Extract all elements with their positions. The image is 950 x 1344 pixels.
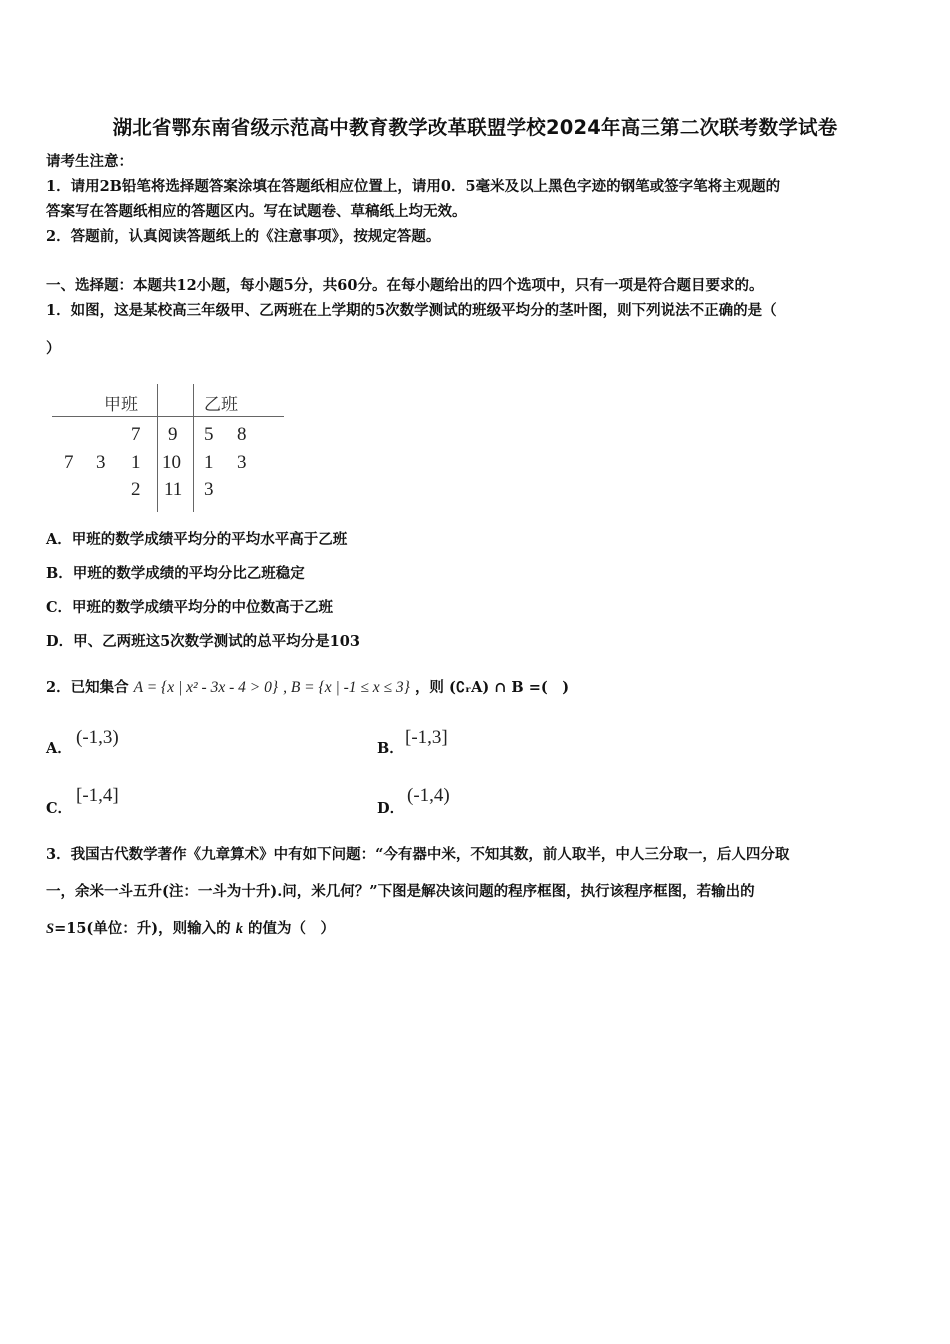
stem-value: 10: [162, 452, 181, 473]
header-divider: [52, 416, 284, 417]
question-3-text-b: 的值为（ ）: [248, 920, 336, 937]
question-3-line-2: 一，余米一斗五升(注：一斗为十升).问，米几何？”下图是解决该问题的程序框图，执行该程序框图，若输出的: [46, 883, 755, 900]
notice-item-1-line-1: 1．请用2B铅笔将选择题答案涂填在答题纸相应位置上，请用0．5毫米及以上黑色字迹的钢笔或签字笔将主观题的: [46, 178, 781, 195]
leaf-right: 3: [204, 479, 214, 500]
stem-value: 9: [168, 424, 178, 445]
variable-s: S: [46, 921, 55, 937]
leaf-right: 3: [237, 452, 247, 473]
right-divider: [193, 384, 194, 512]
left-divider: [157, 384, 158, 512]
notice-heading: 请考生注意：: [46, 153, 133, 170]
notice-item-2: 2．答题前，认真阅读答题纸上的《注意事项》，按规定答题。: [46, 228, 441, 245]
leaf-right: 5: [204, 424, 214, 445]
question-1-option-b: B．甲班的数学成绩的平均分比乙班稳定: [46, 565, 305, 582]
question-2-option-d-label: D．: [377, 800, 405, 817]
leaf-left: 2: [131, 479, 141, 500]
leaf-left: 7: [131, 424, 141, 445]
stem-leaf-plot: [52, 384, 284, 514]
leaf-left: 1: [131, 452, 141, 473]
notice-item-1-line-2: 答案写在答题纸相应的答题区内。写在试题卷、草稿纸上均无效。: [46, 203, 467, 220]
question-2-option-d: (-1,4): [407, 785, 450, 806]
leaf-left: 3: [96, 452, 106, 473]
question-1-option-a: A．甲班的数学成绩平均分的平均水平高于乙班: [46, 531, 348, 548]
set-b-expression: , B = {x | -1 ≤ x ≤ 3}: [283, 679, 410, 696]
leaf-right: 1: [204, 452, 214, 473]
question-2-prefix: 2．已知集合: [46, 679, 129, 696]
question-2-option-b: [-1,3]: [405, 727, 448, 748]
question-2-option-c-label: C．: [46, 800, 73, 817]
question-1-option-c: C．甲班的数学成绩平均分的中位数高于乙班: [46, 599, 334, 616]
question-2-suffix: ，则 (∁ᵣA) ∩ B =( ): [414, 679, 570, 696]
question-3-text-a: =15(单位：升)，则输入的: [54, 920, 231, 937]
question-2-option-b-label: B．: [377, 740, 404, 757]
question-2-option-c: [-1,4]: [76, 785, 119, 806]
question-1-stem-line-2: ）: [46, 340, 61, 357]
question-2-stem: [46, 678, 569, 698]
leaf-left: 7: [64, 452, 74, 473]
question-1-stem-line-1: 1．如图，这是某校高三年级甲、乙两班在上学期的5次数学测试的班级平均分的茎叶图，则下列说法不正确的是（: [46, 302, 777, 319]
question-1-option-d: D．甲、乙两班这5次数学测试的总平均分是103: [46, 633, 360, 650]
page-title: 湖北省鄂东南省级示范高中教育教学改革联盟学校2024年高三第二次联考数学试卷: [112, 116, 838, 139]
question-2-option-a: (-1,3): [76, 727, 119, 748]
stem-value: 11: [164, 479, 183, 500]
section-heading: 一、选择题：本题共12小题，每小题5分，共60分。在每小题给出的四个选项中，只有一项是符合题目要求的。: [46, 277, 764, 294]
variable-k: k: [235, 921, 243, 937]
leaf-right: 8: [237, 424, 247, 445]
right-header: 乙班: [204, 395, 238, 415]
set-a-expression: A = {x | x² - 3x - 4 > 0}: [133, 679, 279, 696]
question-3-line-3: [46, 919, 335, 939]
left-header: 甲班: [104, 395, 138, 415]
question-3-line-1: 3．我国古代数学著作《九章算术》中有如下问题：“今有器中米，不知其数，前人取半，中人三分取一，后人四分取: [46, 846, 790, 863]
question-2-option-a-label: A．: [46, 740, 72, 757]
